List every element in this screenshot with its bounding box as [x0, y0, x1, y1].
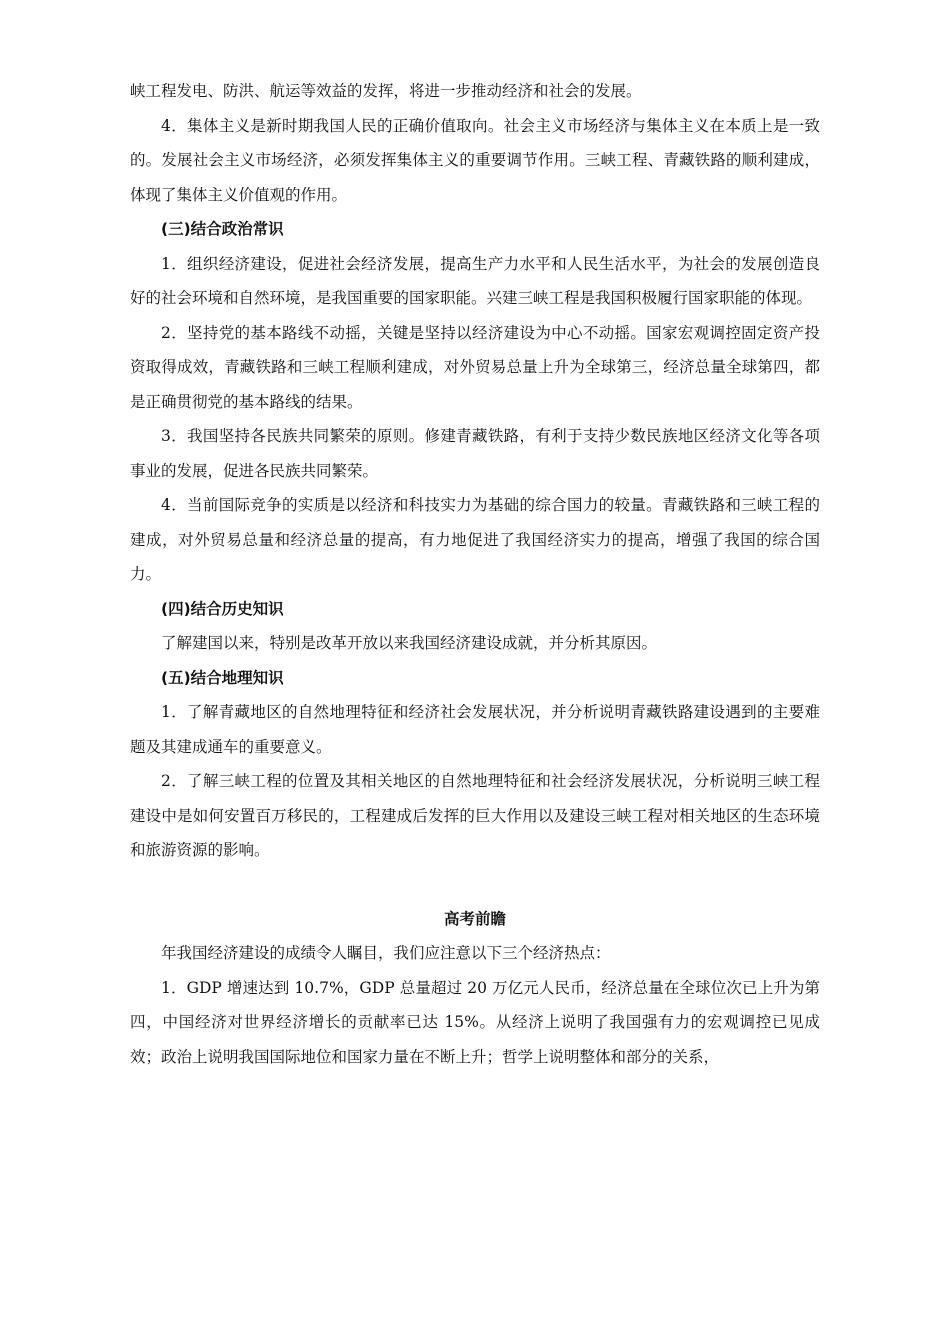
paragraph-geography-2: 2．了解三峡工程的位置及其相关地区的自然地理特征和社会经济发展状况，分析说明三峡工程建设中是如何安置百万移民的，工程建成后发挥的巨大作用以及建设三峡工程对相关地区的生态环境和旅游资源的影响。 [130, 772, 820, 859]
paragraph-collectivism: 4．集体主义是新时期我国人民的正确价值取向。社会主义市场经济与集体主义在本质上是一致的。发展社会主义市场经济，必须发挥集体主义的重要调节作用。三峡工程、青藏铁路的顺利建成，体现了集体主义价值观的作用。 [130, 116, 820, 204]
paragraph-history: 了解建国以来，特别是改革开放以来我国经济建设成就，并分析其原因。 [161, 634, 658, 652]
paragraph-geography-1: 1．了解青藏地区的自然地理特征和经济社会发展状况，并分析说明青藏铁路建设遇到的主要难题及其建成通车的重要意义。 [130, 703, 820, 756]
section-heading-history: (四)结合历史知识 [161, 599, 284, 618]
paragraph-politics-4: 4．当前国际竞争的实质是以经济和科技实力为基础的综合国力的较量。青藏铁路和三峡工程的建成，对外贸易总量和经济总量的提高，有力地促进了我国经济实力的提高，增强了我国的综合国力。 [130, 496, 820, 583]
section-heading-politics: (三)结合政治常识 [161, 220, 284, 238]
paragraph-politics-3: 3．我国坚持各民族共同繁荣的原则。修建青藏铁路，有利于支持少数民族地区经济文化等各项事业的发展，促进各民族共同繁荣。 [130, 427, 820, 480]
paragraph-outlook-1: 1．GDP 增速达到 10.7%，GDP 总量超过 20 万亿元人民币，经济总量在全球位次已上升为第四，中国经济对世界经济增长的贡献率已达 15%。从经济上说明了我国强有力的宏观调控已见成效；政治上说明我国国际地位和国家力量在不断上升；哲学上说明整体和部分的关系， [130, 978, 820, 1066]
paragraph-continuation: 峡工程发电、防洪、航运等效益的发挥，将进一步推动经济和社会的发展。 [130, 82, 642, 100]
paragraph-politics-1: 1．组织经济建设，促进社会经济发展，提高生产力水平和人民生活水平，为社会的发展创造良好的社会环境和自然环境，是我国重要的国家职能。兴建三峡工程是我国积极履行国家职能的体现。 [130, 254, 820, 307]
section-heading-geography: (五)结合地理知识 [161, 668, 284, 687]
paragraph-outlook-intro: 年我国经济建设的成绩令人瞩目，我们应注意以下三个经济热点： [161, 944, 611, 962]
section-title-exam-outlook: 高考前瞻 [443, 909, 506, 928]
paragraph-politics-2: 2．坚持党的基本路线不动摇，关键是坚持以经济建设为中心不动摇。国家宏观调控固定资产投资取得成效，青藏铁路和三峡工程顺利建成，对外贸易总量上升为全球第三，经济总量全球第四，都是正确贯彻党的基本路线的结果。 [130, 323, 820, 411]
